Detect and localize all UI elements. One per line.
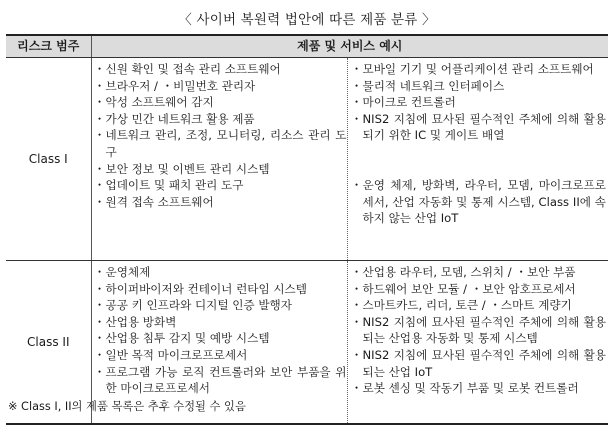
list-item: ・ 마이크로 컨트롤러 xyxy=(350,95,456,110)
bullet: ・ xyxy=(350,177,363,192)
list-item: ・ NIS2 지침에 묘사된 필수적인 주체에 의해 활용되기 위한 IC 및 게이트 배열 xyxy=(350,111,606,143)
list-item: ・ 보안 정보 및 이벤트 관리 시스템 xyxy=(93,161,270,176)
table-title: 〈 사이버 복원력 법안에 따른 제품 분류 〉 xyxy=(178,12,436,28)
list-item: ・ 공공 키 인프라와 디지털 인증 발행자 xyxy=(93,298,292,313)
bullet: ・ xyxy=(93,194,106,209)
list-item: ・ 악성 소프트웨어 감지 xyxy=(93,95,214,110)
bullet: ・ xyxy=(93,347,106,362)
list-item: ・ 운영 체제, 방화벽, 라우터, 모뎀, 마이크로프로세서, 산업 자동화 및 통제 시스템, Class II에 속하지 않는 산업 IoT xyxy=(350,177,606,226)
list-item: ・ 산업용 라우터, 모뎀, 스위치 / ・보안 부품 xyxy=(350,265,576,279)
bullet: ・ xyxy=(350,298,363,313)
list-item: ・ 하이퍼바이저와 컨테이너 런타임 시스템 xyxy=(93,281,307,296)
bullet: ・ xyxy=(93,364,106,379)
bullet: ・ xyxy=(93,62,106,76)
list-item: ・ 브라우저 / ・비밀번호 관리자 xyxy=(93,78,256,93)
bullet: ・ xyxy=(350,111,363,126)
bullet: ・ xyxy=(93,95,106,110)
list-item: ・ 로봇 센싱 및 작동기 부품 및 로봇 컨트롤러 xyxy=(350,381,579,396)
list-item: ・ 산업용 침투 감지 및 예방 시스템 xyxy=(93,331,270,346)
header-examples: 제품 및 서비스 예시 xyxy=(91,35,608,58)
list-item: ・ 하드웨어 보안 모듈 / ・보안 암호프로세서 xyxy=(350,281,576,296)
footnote: ※ Class I, II의 제품 목록은 추후 수정될 수 있음 xyxy=(8,400,246,413)
bullet: ・ xyxy=(93,128,106,143)
list-item: ・ 일반 목적 마이크로프로세서 xyxy=(93,347,248,362)
list-item: ・ 프로그램 가능 로직 컨트롤러와 보안 부품을 위한 마이크로프로세서 xyxy=(93,364,347,396)
list-item: ・ 업데이트 및 패치 관리 도구 xyxy=(93,178,244,193)
bullet: ・ xyxy=(350,314,363,329)
examples-left-cell xyxy=(91,58,347,261)
bullet: ・ xyxy=(350,281,363,296)
category-cell: Class I xyxy=(6,58,91,261)
bullet: ・ xyxy=(93,314,106,329)
list-item: ・ 신원 확인 및 접속 관리 소프트웨어 xyxy=(93,62,281,76)
examples-right-cell xyxy=(347,58,608,261)
bullet: ・ xyxy=(350,78,363,93)
bullet: ・ xyxy=(93,161,106,176)
list-item: ・ 가상 민간 네트워크 활용 제품 xyxy=(93,111,255,126)
examples-right-cell xyxy=(347,261,608,425)
bullet: ・ xyxy=(93,178,106,193)
bullet: ・ xyxy=(93,298,106,313)
table-row xyxy=(6,58,608,261)
bullet: ・ xyxy=(350,381,363,396)
table-header-row xyxy=(6,35,608,58)
bullet: ・ xyxy=(93,78,106,93)
list-item: ・ 산업용 방화벽 xyxy=(93,314,177,329)
list-item: ・ 운영체제 xyxy=(93,265,151,279)
list-item: ・ NIS2 지침에 묘사된 필수적인 주체에 의해 활용되는 산업 IoT xyxy=(350,347,606,379)
product-classification-table xyxy=(6,34,608,425)
list-item: ・ 원격 접속 소프트웨어 xyxy=(93,194,214,209)
list-item: ・ 물리적 네트워크 인터페이스 xyxy=(350,78,505,93)
header-risk-category: 리스크 범주 xyxy=(6,35,91,58)
bullet: ・ xyxy=(93,331,106,346)
list-item: ・ NIS2 지침에 묘사된 필수적인 주체에 의해 활용되는 산업용 자동화 및 통제 시스템 xyxy=(350,314,606,346)
bullet: ・ xyxy=(350,95,363,110)
bullet: ・ xyxy=(93,111,106,126)
bullet: ・ xyxy=(350,265,363,279)
list-item: ・ 네트워크 관리, 조정, 모니터링, 리소스 관리 도구 xyxy=(93,128,347,159)
list-item: ・ 스마트카드, 리더, 토큰 / ・스마트 계량기 xyxy=(350,298,572,313)
spacer xyxy=(351,144,607,177)
bullet: ・ xyxy=(93,281,106,296)
bullet: ・ xyxy=(350,62,363,76)
list-item: ・ 모바일 기기 및 어플리케이션 관리 소프트웨어 xyxy=(350,62,594,76)
bullet: ・ xyxy=(350,347,363,362)
bullet: ・ xyxy=(93,265,106,279)
category-cell: Class II xyxy=(6,261,91,425)
